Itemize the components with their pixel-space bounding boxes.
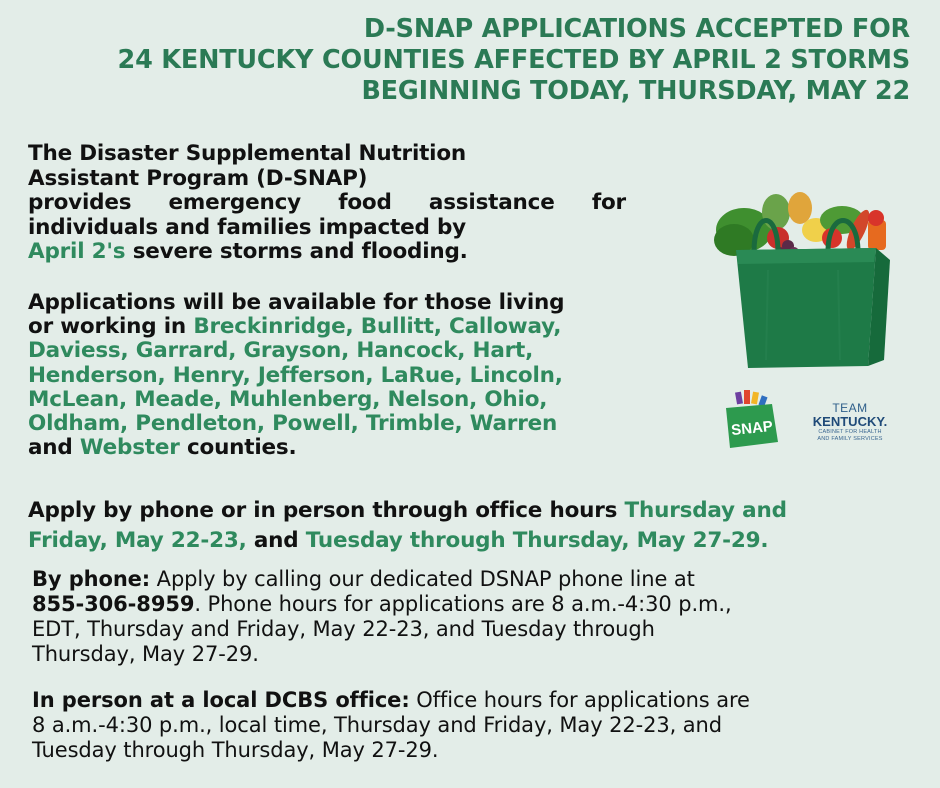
intro-line-2: Assistant Program (D-SNAP)	[28, 165, 368, 191]
tk-kentucky-text: KENTUCKY.	[812, 414, 888, 429]
apply-dates: Thursday and	[624, 498, 787, 523]
phone-line-2-rest: . Phone hours for applications are 8 a.m.-4:30 p.m.,	[194, 592, 732, 616]
county-list: Daviess, Garrard, Grayson, Hancock, Hart,	[28, 338, 534, 364]
phone-line-1-rest: Apply by calling our dedicated DSNAP phone line at	[150, 567, 695, 591]
phone-line-4: Thursday, May 27-29.	[32, 642, 259, 666]
headline-line-3: BEGINNING TODAY, THURSDAY, MAY 22	[361, 76, 910, 106]
in-person-paragraph	[32, 688, 922, 763]
intro-line-3	[28, 191, 626, 216]
person-line-1-rest: Office hours for applications are	[409, 688, 750, 712]
tk-team-text: TEAM	[832, 401, 868, 415]
intro-line-5	[28, 240, 628, 265]
county-list: Henderson, Henry, Jefferson, LaRue, Lincoln,	[28, 362, 563, 388]
headline-line-2: 24 KENTUCKY COUNTIES AFFECTED BY APRIL 2 STORMS	[117, 45, 910, 75]
snap-logo-text: SNAP	[730, 417, 774, 440]
snap-logo-graphic	[722, 390, 782, 450]
tk-cabinet-text: CABINET FOR HEALTH	[818, 429, 882, 435]
phone-line-3: EDT, Thursday and Friday, May 22-23, and Tuesday through	[32, 617, 655, 641]
intro-line-5-rest: severe storms and flooding.	[125, 239, 468, 264]
team-kentucky-logo-icon	[800, 402, 900, 452]
phone-line-1	[32, 567, 922, 592]
counties-line-2	[28, 315, 668, 339]
counties-line-7	[28, 436, 668, 460]
apply-dates: Friday, May 22-23,	[28, 528, 247, 553]
person-line-3: Tuesday through Thursday, May 27-29.	[32, 738, 439, 762]
intro-word: assistance	[428, 190, 555, 215]
intro-paragraph	[28, 142, 628, 265]
phone-label: By phone:	[32, 567, 151, 591]
apply-and: and	[246, 528, 306, 553]
counties-lead: or working in	[28, 314, 194, 340]
intro-word: emergency	[168, 190, 301, 215]
apply-lead: Apply by phone or in person through office hours	[28, 498, 625, 523]
county-list: Breckinridge, Bullitt, Calloway,	[193, 314, 562, 340]
headline-line-1: D-SNAP APPLICATIONS ACCEPTED FOR	[363, 14, 910, 44]
phone-number: 855-306-8959	[32, 592, 195, 616]
county-list: Oldham, Pendleton, Powell, Trimble, Warren	[28, 411, 558, 437]
person-label: In person at a local DCBS office:	[32, 688, 410, 712]
headline	[20, 14, 910, 107]
intro-line-4: individuals and families impacted by	[28, 214, 466, 240]
counties-paragraph	[28, 291, 668, 460]
storm-date: April 2's	[28, 239, 126, 264]
apply-line-1	[28, 496, 918, 526]
apply-paragraph	[28, 496, 918, 556]
apply-dates: Tuesday through Thursday, May 27-29.	[305, 528, 769, 553]
phone-line-2	[32, 592, 922, 617]
county-list: Webster	[79, 435, 180, 461]
person-line-1	[32, 688, 922, 713]
intro-word: for	[591, 190, 626, 215]
apply-line-2	[28, 526, 918, 556]
person-line-2: 8 a.m.-4:30 p.m., local time, Thursday and Friday, May 22-23, and	[32, 713, 722, 737]
intro-word: food	[338, 190, 392, 215]
intro-word: provides	[28, 190, 132, 215]
counties-end: counties.	[179, 435, 297, 461]
intro-line-1: The Disaster Supplemental Nutrition	[28, 141, 467, 166]
counties-and: and	[28, 435, 80, 461]
counties-line-1: Applications will be available for those living	[28, 290, 565, 315]
snap-logo-icon	[722, 390, 782, 450]
phone-paragraph	[32, 567, 922, 667]
grocery-bag-icon	[708, 190, 898, 370]
tk-services-text: AND FAMILY SERVICES	[817, 436, 883, 442]
county-list: McLean, Meade, Muhlenberg, Nelson, Ohio,	[28, 386, 548, 412]
